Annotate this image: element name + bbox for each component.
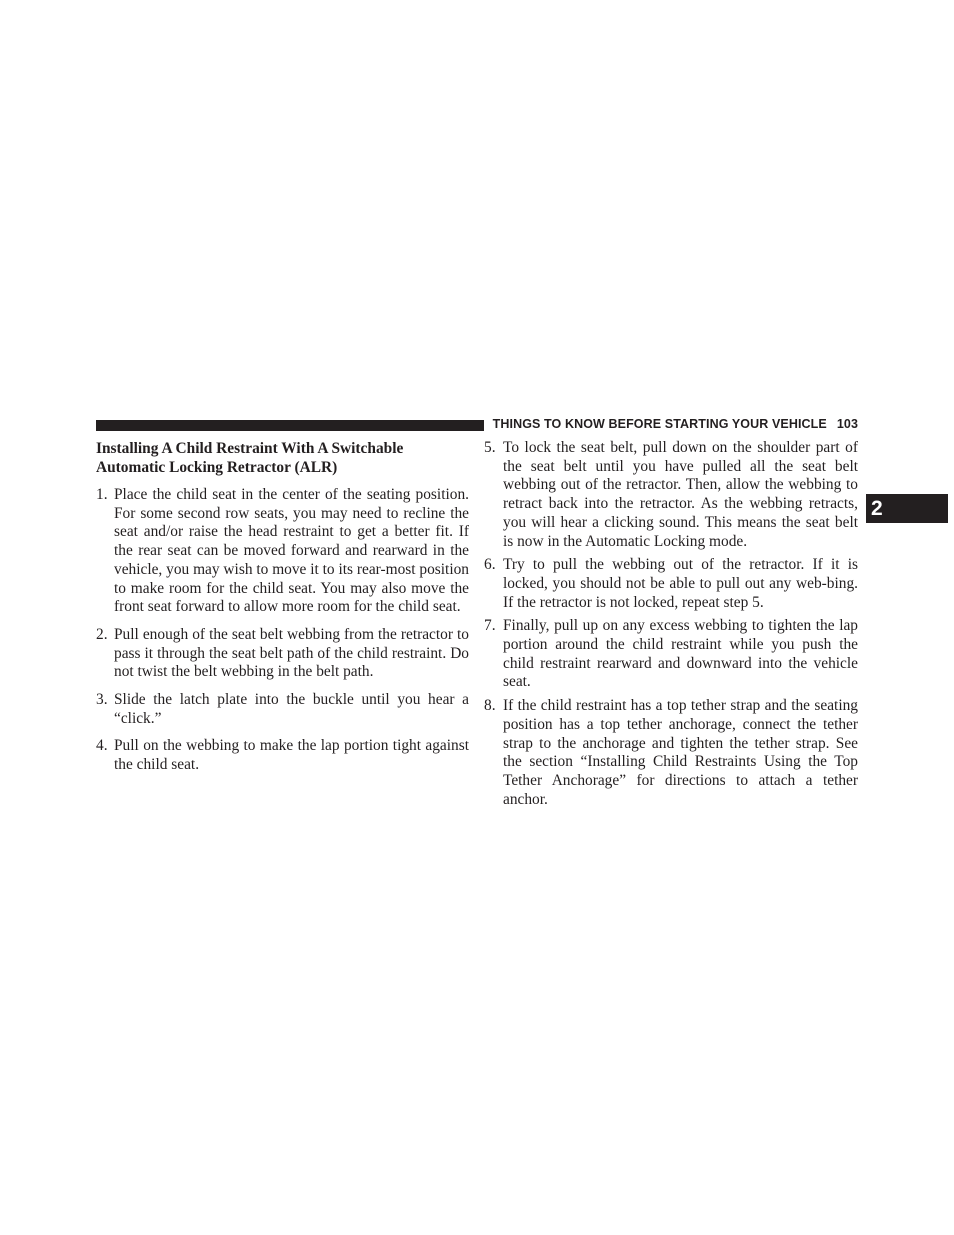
step-number: 6. xyxy=(484,556,496,574)
section-heading-line-1: Installing A Child Restraint With A Switchable xyxy=(96,440,404,457)
step-number: 4. xyxy=(96,737,108,755)
left-column xyxy=(96,439,469,784)
step-item xyxy=(484,556,858,612)
step-item xyxy=(96,626,469,682)
step-number: 7. xyxy=(484,617,496,635)
step-text: Place the child seat in the center of the seating position. For some second row seats, you may need to recline the seat and/or raise the head restraint to get a better fit. If the rear seat can be moved forward and rearward in the vehicle, you may wish to move it to its rear-most position to make room for the child seat. You may also move the front seat forward to allow more room for the child seat. xyxy=(114,486,469,616)
right-column xyxy=(484,439,858,814)
steps-list-right xyxy=(484,439,858,809)
running-header xyxy=(488,417,858,431)
step-number: 3. xyxy=(96,691,108,709)
step-item xyxy=(96,486,469,617)
page-number: 103 xyxy=(836,417,858,431)
step-item xyxy=(484,697,858,809)
header-rule xyxy=(96,420,484,431)
step-item xyxy=(484,439,858,551)
step-number: 1. xyxy=(96,486,108,503)
step-text: Slide the latch plate into the buckle until you hear a “click.” xyxy=(114,691,469,727)
step-text: Finally, pull up on any excess webbing to tighten the lap portion around the child restraint while you push the child restraint rearward and downward into the vehicle seat. xyxy=(503,617,858,691)
step-text: Try to pull the webbing out of the retractor. If it is locked, you should not be able to pull out any web-bing. If the retractor is not locked, repeat step 5. xyxy=(503,556,858,611)
step-text: To lock the seat belt, pull down on the shoulder part of the seat belt until you have pulled all the seat belt webbing out of the retractor. Then, allow the webbing to retract back into the retractor. As the webbing retracts, you will hear a clicking sound. This means the seat belt is now in the Automatic Locking mode. xyxy=(503,439,858,550)
step-text: If the child restraint has a top tether strap and the seating position has a top tether anchorage, connect the tether strap to the anchorage and tighten the tether strap. See the section “Installing Child Restraints Using the Top Tether Anchorage” for directions to attach a tether anchor. xyxy=(503,697,858,808)
chapter-tab: 2 xyxy=(866,494,948,523)
step-item xyxy=(96,737,469,774)
step-text: Pull enough of the seat belt webbing from the retractor to pass it through the seat belt path of the child restraint. Do not twist the belt webbing in the belt path. xyxy=(114,625,469,681)
step-text: Pull on the webbing to make the lap portion tight against the child seat. xyxy=(114,737,469,774)
section-heading xyxy=(96,439,469,477)
step-item xyxy=(96,691,469,728)
step-number: 5. xyxy=(484,439,496,456)
step-number: 8. xyxy=(484,697,496,715)
step-number: 2. xyxy=(96,625,108,643)
step-item xyxy=(484,617,858,692)
header-section-title: THINGS TO KNOW BEFORE STARTING YOUR VEHICLE xyxy=(492,417,827,431)
section-heading-line-2: Automatic Locking Retractor (ALR) xyxy=(96,459,338,476)
steps-list-left xyxy=(96,486,469,775)
